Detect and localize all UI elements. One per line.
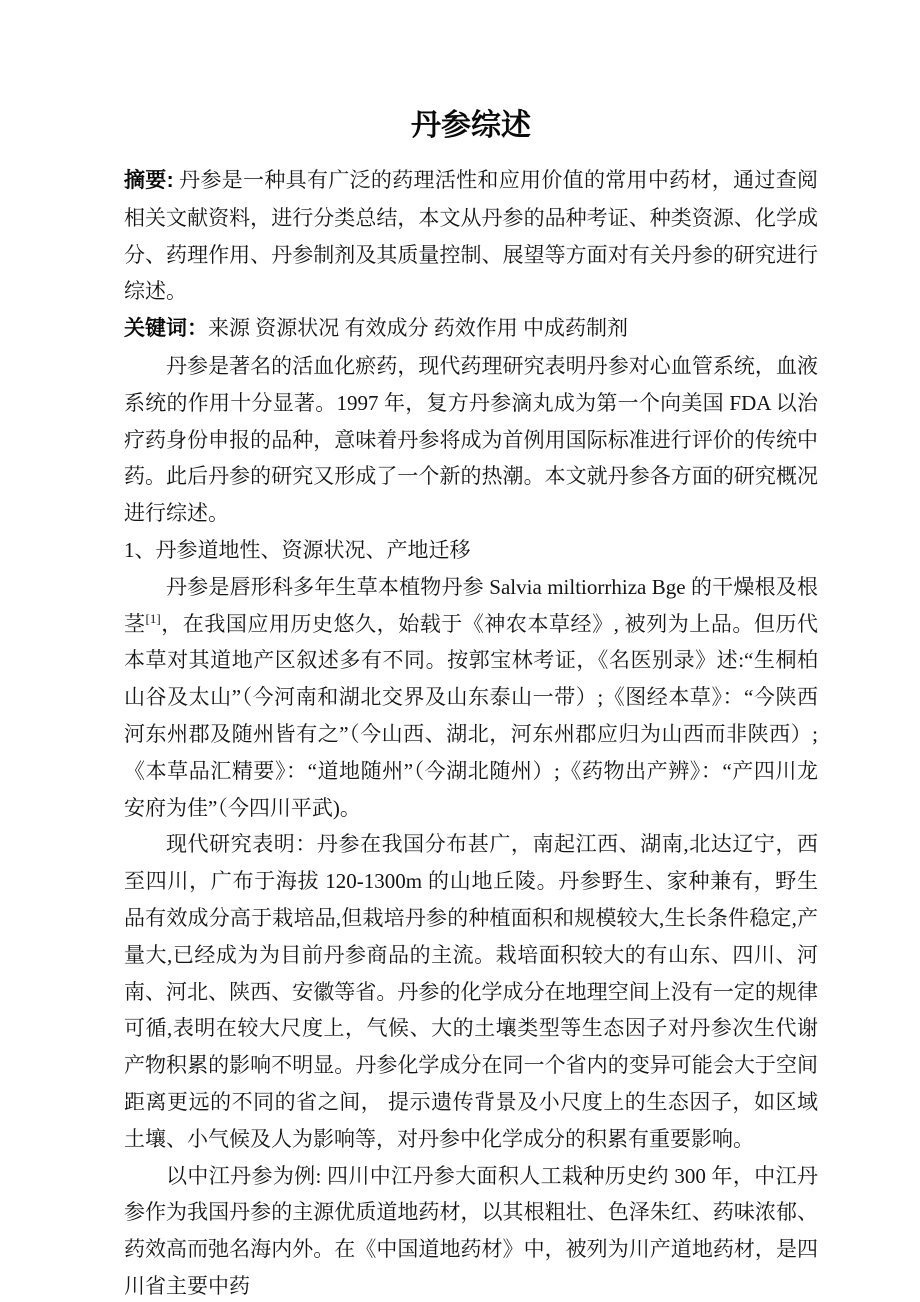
- botany-origin-text-after-citation: ，在我国应用历史悠久，始载于《神农本草经》, 被列为上品。但历代本草对其道地产区叙述多有不同。按郭宝林考证，《名医别录》述:“生桐柏山谷及太山”（今河南和湖北交界及山东泰山一带）;《图经本草》：“今陕西河东州郡及随州皆有之”（今山西、湖北，河东州郡应归为山西而非陕西）;《本草品汇精要》：“道地随州”（今湖北随州）;《药物出产辨》：“产四川龙安府为佳”（今四川平武)。: [124, 611, 819, 820]
- distribution-paragraph: 现代研究表明：丹参在我国分布甚广，南起江西、湖南,北达辽宁，西至四川，广布于海拔 120-1300m 的山地丘陵。丹参野生、家种兼有，野生品有效成分高于栽培品,但栽培丹参的种植面积和规模较大,生长条件稳定,产量大,已经成为为目前丹参商品的主流。栽培面积较大的有山东、四川、河南、河北、陕西、安徽等省。丹参的化学成分在地理空间上没有一定的规律可循,表明在较大尺度上，气候、大的土壤类型等生态因子对丹参次生代谢产物积累的影响不明显。丹参化学成分在同一个省内的变异可能会大于空间距离更远的不同的省之间， 提示遗传背景及小尺度上的生态因子，如区域土壤、小气候及人为影响等，对丹参中化学成分的积累有重要影响。: [124, 832, 818, 1151]
- keywords-label: 关键词：: [124, 317, 208, 341]
- botany-origin-paragraph: [124, 569, 818, 827]
- keywords-text: 来源 资源状况 有效成分 药效作用 中成药制剂: [208, 316, 628, 341]
- abstract-paragraph: [124, 162, 818, 310]
- botany-origin-text-before-citation: 丹参是唇形科多年生草本植物丹参 Salvia miltiorrhiza Bge 的干燥根及根茎: [124, 574, 818, 636]
- zhongjiang-example-paragraph: 以中江丹参为例: 四川中江丹参大面积人工栽种历史约 300 年，中江丹参作为我国丹参的主源优质道地药材，以其根粗壮、色泽朱红、药味浓郁、药效高而弛名海内外。在《中国道地药材》中，被列为川产道地药材，是四川省主要中药: [124, 1163, 818, 1298]
- section-1-heading: 1、丹参道地性、资源状况、产地迁移: [124, 537, 471, 562]
- document-title: 丹参综述: [411, 109, 531, 142]
- keywords-paragraph: [124, 310, 818, 348]
- abstract-text: 丹参是一种具有广泛的药理活性和应用价值的常用中药材，通过查阅相关文献资料，进行分类总结，本文从丹参的品种考证、种类资源、化学成分、药理作用、丹参制剂及其质量控制、展望等方面对有关丹参的研究进行综述。: [124, 168, 818, 304]
- abstract-label: 摘要:: [124, 169, 174, 192]
- intro-paragraph: 丹参是著名的活血化瘀药，现代药理研究表明丹参对心血管系统，血液系统的作用十分显著。1997 年，复方丹参滴丸成为第一个向美国 FDA 以治疗药身份申报的品种，意味着丹参将成为首例用国际标准进行评价的传统中药。此后丹参的研究又形成了一个新的热潮。本文就丹参各方面的研究概况进行综述。: [124, 353, 818, 526]
- document-content: [124, 104, 818, 1302]
- citation-superscript-1: [1]: [145, 610, 161, 626]
